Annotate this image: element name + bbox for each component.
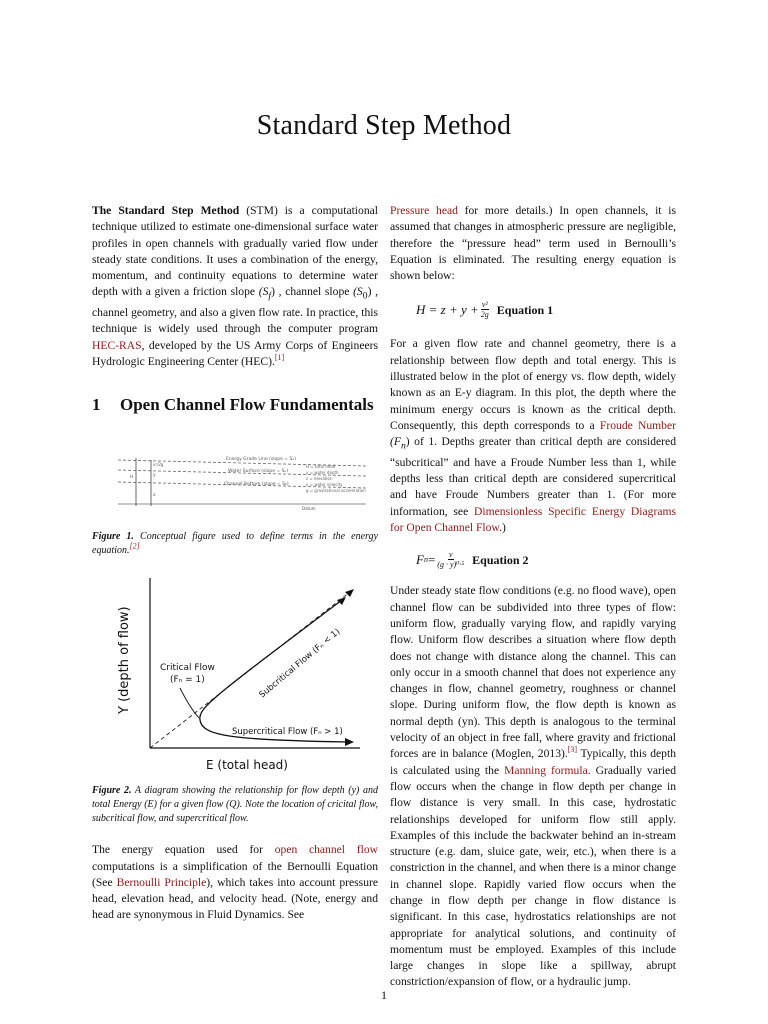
fig1-z-label: z xyxy=(153,493,156,499)
fig1-v2g-label: v²/2g xyxy=(153,462,164,468)
fig2-subcritical-curve xyxy=(200,600,342,720)
hec-ras-link[interactable]: HEC-RAS xyxy=(92,338,142,352)
svg-text:g = gravitational acceleration: g = gravitational acceleration xyxy=(306,488,366,494)
flow-types-paragraph: Under steady state flow conditions (e.g. no flood wave), open channel flow can be subdivided into three types of flow: uniform flow, gradually varying flow, and rapidly varying flow. Uniform flow describes a situation where flow depth does not change with distance along the channel. This can only occur in a smooth channel that does not experience any changes in flow, channel geometry, roughness or channel slope. During uniform flow, the flow depth is known as normal depth (yn). This depth is analogous to the terminal velocity of an object in free fall, where gravity and frictional forces are in balance (Moglen, 2013).[3] Typically, this depth is calculated using the Manning formula. Gradually varied flow occurs when the change in flow depth per change in flow distance is very small. In this case, hydrostatic relationships developed for uniform flow still apply. Examples of this include the backwater behind an in-stream structure (e.g. dam, sluice gate, weir, etc.), when there is a constriction in the channel, and when there is a minor change in channel slope. Rapidly varied flow occurs when the change in flow depth per change in flow distance is significant. In this case, hydrostatics relationships are not appropriate for analytical solutions, and continuity of momentum must be employed. Examples of this include large changes in slope like a spillway, abrupt constriction/expansion of flow, or a hydraulic jump. xyxy=(390,584,676,989)
reference-3[interactable]: [3] xyxy=(567,745,578,755)
fig2-subcritical-label: Subcritical Flow (Fₙ < 1) xyxy=(257,627,343,701)
fig1-water-surface-label: Water Surface (slope = Sₒ) xyxy=(228,469,289,475)
page-title: Standard Step Method xyxy=(256,110,512,141)
fig1-channel-bottom-label: Channel Bottom (slope = S₀) xyxy=(224,482,289,488)
fig2-y-axis-label: Y (depth of flow) xyxy=(117,606,132,715)
page-number: 1 xyxy=(381,988,387,1002)
fig1-h-label: H xyxy=(130,475,134,481)
manning-formula-link[interactable]: Manning formula xyxy=(504,763,588,777)
fig2-supercritical-arrowhead xyxy=(345,738,354,746)
fig2-critical-label-2: (Fₙ = 1) xyxy=(170,675,205,686)
fig2-critical-label-1: Critical Flow xyxy=(160,663,215,674)
bernoulli-principle-link[interactable]: Bernoulli Principle xyxy=(116,875,207,889)
energy-depth-paragraph: For a given flow rate and channel geometry, there is a relationship between flow depth and total energy. This is illustrated below in the plot of energy vs. flow depth, widely known as an E-y diagram. In this plot, the depth where the minimum energy occurs is known as the critical depth. Consequently, this depth corresponds to a Froude Number $(F_n)$ of 1. Depths greater than critical depth are considered “subcritical” and have a Froude Number less than 1, while depths less than critical depth are considered supercritical and have Froude Numbers greater than 1. (For more information, see Dimensionless Specific Energy Diagrams for Open Channel Flow.) xyxy=(390,337,676,535)
reference-2[interactable]: [2] xyxy=(129,541,140,551)
right-column xyxy=(390,203,676,991)
svg-text:H = total head: H = total head xyxy=(306,464,336,470)
equation-2-label: Equation 2 xyxy=(472,552,529,567)
fig2-critical-pointer xyxy=(180,688,199,718)
intro-paragraph: The Standard Step Method (STM) is a computational technique utilized to estimate one-dimensional surface water profiles in open channels with gradually varied flow under steady state conditions. It uses a combination of the energy, momentum, and continuity equations to determine water depth with a given a friction slope $(S_f)$ , channel slope $(S_0)$ , channel geometry, and also a given flow rate. In practice, this technique is widely used through the computer program HEC-RAS, developed by the US Army Corps of Engineers Hydrologic Engineering Center (HEC).[1] xyxy=(92,204,378,368)
svg-text:v = water velocity: v = water velocity xyxy=(306,482,343,488)
fig2-x-axis-label: E (total head) xyxy=(206,758,288,773)
energy-paragraph: The energy equation used for open channel flow computations is a simplification of the Bernoulli Equation (See Bernoulli Principle), which takes into account pressure head, elevation head, and velocity head. (Note, energy and head are synonymous in Fluid Dynamics. See xyxy=(92,843,378,922)
fig2-line-arrowhead xyxy=(345,589,354,597)
equation-1-label: Equation 1 xyxy=(496,302,554,317)
fig1-energy-grade-label: Energy Grade Line (slope = Sₑ) xyxy=(226,457,296,463)
pressure-head-link[interactable]: Pressure head xyxy=(390,204,458,217)
figure-2-diagram xyxy=(92,570,378,780)
section-title: Open Channel Flow Fundamentals xyxy=(120,395,374,415)
open-channel-flow-link[interactable]: open channel flow xyxy=(274,843,378,857)
reference-1[interactable]: [1] xyxy=(274,353,285,363)
left-column xyxy=(92,203,378,924)
intro-term: The Standard Step Method xyxy=(92,204,240,217)
pressure-paragraph: Pressure head for more details.) In open channels, it is assumed that changes in atmospheric pressure are negligible, therefore the “pressure head” term used in Bernoulli’s Equation is eliminated. The resulting energy equation is shown below: xyxy=(390,204,676,283)
fig1-y-label: y xyxy=(153,473,156,479)
fig1-datum-label: Datum xyxy=(302,506,316,512)
figure-2-caption: Figure 2. A diagram showing the relationship for flow depth (y) and total Energy (E) for a given flow (Q). Note the location of cricital flow, subcritical flow, and supercritical flow. xyxy=(92,785,379,825)
equation-2: F n = $\frac{v}{\text{(g · y)⁰·⁵}}$ Equation 2 xyxy=(416,550,529,570)
fig2-supercritical-label: Supercritical Flow (Fₙ > 1) xyxy=(232,727,343,738)
section-number: 1 xyxy=(92,395,101,415)
svg-text:z = elevation: z = elevation xyxy=(306,476,333,482)
svg-text:y = water depth: y = water depth xyxy=(306,470,339,476)
froude-number-link[interactable]: Froude Number xyxy=(599,418,676,432)
fig1-legend xyxy=(306,464,366,493)
figure-1-diagram xyxy=(96,450,372,512)
figure-1-caption: Figure 1. Conceptual figure used to define terms in the energy equation.[2] xyxy=(92,531,378,557)
equation-1: H = z + y + $\frac{\text{v²}}{2g}$ Equation 1 xyxy=(416,300,554,320)
specific-energy-link[interactable]: Dimensionless Specific Energy Diagrams for Open Channel Flow xyxy=(390,504,676,535)
section-heading xyxy=(92,394,378,416)
fig2-subcritical-arrowhead xyxy=(337,597,346,605)
